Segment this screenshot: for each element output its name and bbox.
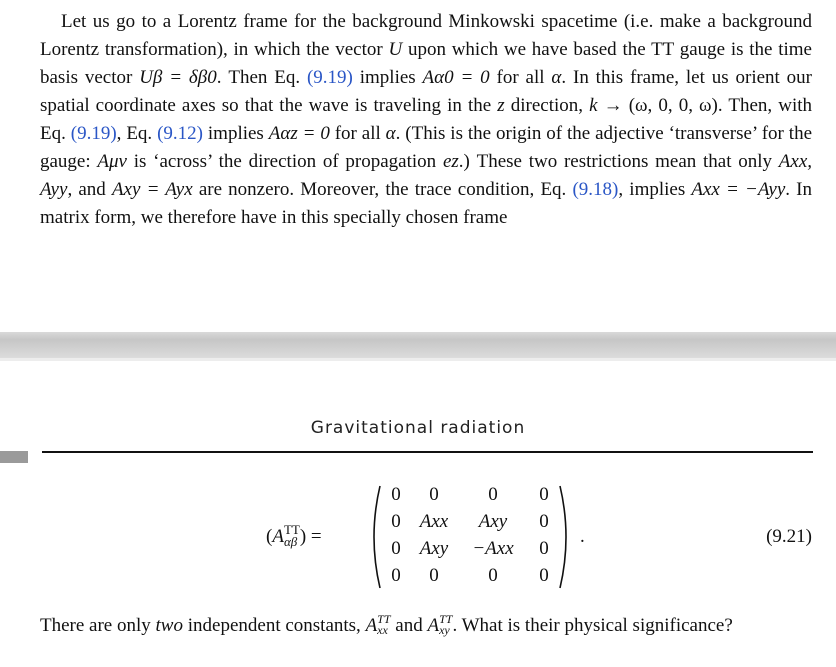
- text-run: is ‘across’ the direction of propagation: [126, 151, 443, 172]
- matrix-cell: Axx: [419, 511, 449, 532]
- math-e-z: ez: [442, 151, 459, 172]
- emphasis-two: two: [155, 615, 183, 636]
- matrix-cell: 0: [488, 484, 498, 505]
- text-run: . Then Eq.: [216, 67, 307, 88]
- text-run: and: [390, 615, 428, 636]
- math-a-alpha-z: Aαz = 0: [268, 123, 330, 144]
- math-k-components: → (ω, 0, 0, ω): [597, 95, 718, 116]
- math-subscript: αβ: [283, 534, 298, 549]
- text-run: . Then, with Eq.: [40, 95, 813, 144]
- matrix-cell: 0: [429, 484, 439, 505]
- text-run: .) These two restrictions mean that only: [458, 151, 779, 172]
- math-vector-u: U: [388, 39, 403, 60]
- math-a-mu-nu: Aμν: [97, 151, 127, 172]
- math-trace-condition: Axx = −Ayy: [691, 179, 786, 200]
- math-a: A: [365, 615, 378, 636]
- close-paren-equals: ) =: [299, 526, 322, 547]
- matrix-cell: 0: [391, 511, 401, 532]
- equation-period: .: [580, 526, 585, 547]
- text-run: Let us go to a Lorentz frame for the background Minkowski spacetime (i.e. make a background Lorentz transformation), in which the vector: [40, 11, 812, 60]
- equation-number: (9.21): [766, 526, 812, 547]
- text-run: upon which we have based the TT gauge is the time basis vector: [40, 39, 812, 88]
- question-paragraph: [40, 612, 812, 640]
- math-alpha: α: [385, 123, 396, 144]
- math-subscript: xy: [439, 623, 450, 637]
- math-superscript: TT: [283, 522, 300, 537]
- matrix-cell: 0: [539, 484, 549, 505]
- text-run: implies: [352, 67, 423, 88]
- text-run: . (This is the origin of the adjective ‘transverse’ for the gauge:: [40, 123, 812, 172]
- matrix-cell: 0: [429, 565, 439, 586]
- math-a-xy-eq: Axy = Ayx: [111, 179, 193, 200]
- matrix-cell: −Axx: [472, 538, 514, 559]
- math-vector-k: k: [589, 95, 598, 116]
- text-run: There are only: [40, 615, 156, 636]
- matrix-cell: Axy: [419, 538, 449, 559]
- margin-tab: [0, 451, 28, 463]
- page-gap: [0, 332, 836, 358]
- equation-link-9-18[interactable]: (9.18): [572, 179, 619, 200]
- text-run: implies: [202, 123, 269, 144]
- running-head: Gravitational radiation: [310, 418, 526, 438]
- matrix-cell: 0: [488, 565, 498, 586]
- matrix-cell: 0: [391, 538, 401, 559]
- page-gap-shadow: [0, 358, 836, 361]
- math-alpha: α: [551, 67, 562, 88]
- open-paren: (: [266, 526, 273, 547]
- matrix-cell: 0: [539, 511, 549, 532]
- text-run: . In this frame, let us orient our spatial coordinate axes so that the wave is traveling in the: [40, 67, 813, 116]
- matrix-cell: 0: [391, 565, 401, 586]
- math-a: A: [427, 615, 440, 636]
- text-run: , implies: [618, 179, 692, 200]
- math-a: A: [272, 526, 284, 547]
- text-run: , Eq.: [116, 123, 158, 144]
- matrix-cell: 0: [539, 538, 549, 559]
- text-run: . In matrix form, we therefore have in this specially chosen frame: [40, 179, 812, 228]
- tt-amplitude-matrix: [366, 482, 574, 592]
- text-run: are nonzero. Moreover, the trace condition, Eq.: [192, 179, 573, 200]
- text-run: for all: [489, 67, 552, 88]
- math-subscript: xx: [377, 623, 388, 637]
- math-a-alpha-0: Aα0 = 0: [422, 67, 490, 88]
- math-a-xx-yy: Axx, Ayy: [40, 151, 813, 200]
- text-run: independent constants,: [182, 615, 366, 636]
- math-superscript: TT: [439, 612, 453, 626]
- text-run: . What is their physical significance?: [452, 615, 733, 636]
- equation-link-9-12[interactable]: (9.12): [157, 123, 203, 144]
- math-u-beta: Uβ = δβ0: [139, 67, 217, 88]
- math-superscript: TT: [377, 612, 391, 626]
- equation-link-9-19[interactable]: (9.19): [306, 67, 353, 88]
- equation-lhs: [266, 524, 322, 548]
- matrix-cell: 0: [539, 565, 549, 586]
- matrix-cell: Axy: [478, 511, 508, 532]
- text-run: direction,: [504, 95, 590, 116]
- math-z: z: [497, 95, 505, 116]
- text-run: for all: [329, 123, 386, 144]
- matrix-cell: 0: [391, 484, 401, 505]
- previous-page-paragraph: [40, 8, 812, 232]
- running-head-rule: [42, 451, 813, 453]
- text-run: , and: [67, 179, 112, 200]
- tt-gauge-paragraph: [40, 8, 812, 232]
- equation-link-9-19[interactable]: (9.19): [70, 123, 117, 144]
